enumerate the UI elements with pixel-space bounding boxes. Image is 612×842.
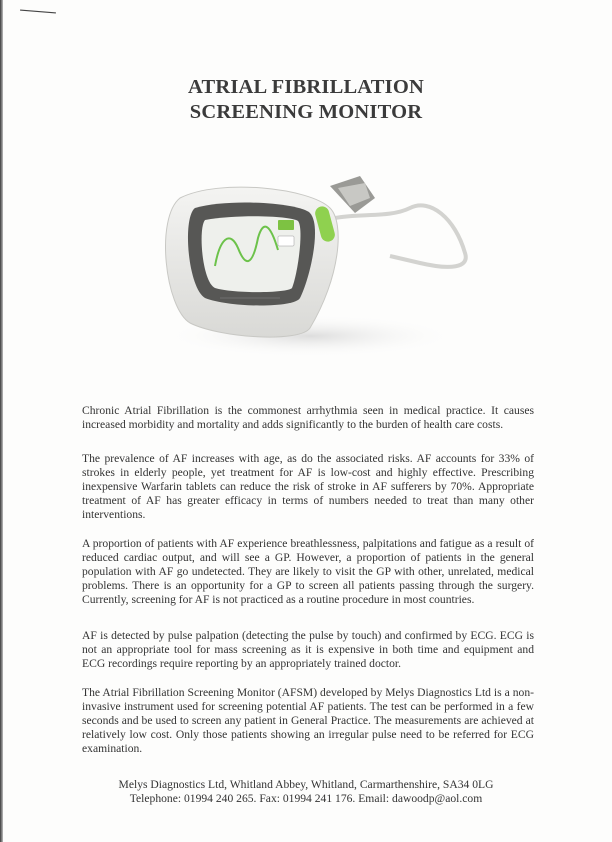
paragraph-afsm: The Atrial Fibrillation Screening Monitor (AFSM) developed by Melys Diagnostics Ltd is a non-invasive instrument used for screening potential AF patients. The test can be performed in a few seconds and be used to screen any patient in General Practice. The measurements are achieved at relatively low cost. Only those patients showing an irregular pulse need to be referred for ECG examination. xyxy=(82,686,534,755)
paragraph-symptoms: A proportion of patients with AF experience breathlessness, palpitations and fatigue as a result of reduced cardiac output, and will see a GP. However, a proportion of patients in the general population with AF go undetected. They are likely to visit the GP with other, unrelated, medical problems. There is an opportunity for a GP to screen all patients passing through the surgery. Currently, screening for AF is not practiced as a routine procedure in most countries. xyxy=(82,537,534,606)
footer xyxy=(0,778,612,806)
readout-green-box xyxy=(278,220,294,230)
sensor-cable xyxy=(335,205,466,266)
device-photo xyxy=(160,158,480,358)
readout-box xyxy=(278,236,294,246)
paragraph-prevalence: The prevalence of AF increases with age, as do the associated risks. AF accounts for 33% of strokes in elderly people, yet treatment for AF is low-cost and highly effective. Prescribing inexpensive Warfarin tablets can reduce the risk of stroke in AF sufferers by 70%. Appropriate treatment of AF has greater efficacy in terms of numbers needed to treat than many other interventions. xyxy=(82,452,534,521)
footer-address: Melys Diagnostics Ltd, Whitland Abbey, Whitland, Carmarthenshire, SA34 0LG xyxy=(118,778,494,791)
title-line-2: SCREENING MONITOR xyxy=(189,101,423,123)
paragraph-detection: AF is detected by pulse palpation (detecting the pulse by touch) and confirmed by ECG. ECG is not an appropriate tool for mass screening as it is expensive in both time and equipment and ECG recordings require reporting by an appropriately trained doctor. xyxy=(82,629,534,670)
finger-clip-sensor xyxy=(330,176,375,213)
title-line-1: ATRIAL FIBRILLATION xyxy=(188,76,424,98)
pen-mark xyxy=(20,9,56,14)
document-title xyxy=(0,75,612,125)
footer-contact: Telephone: 01994 240 265. Fax: 01994 241 176. Email: dawoodp@aol.com xyxy=(129,792,483,805)
paragraph-intro: Chronic Atrial Fibrillation is the commonest arrhythmia seen in medical practice. It causes increased morbidity and mortality and adds significantly to the burden of health care costs. xyxy=(82,404,534,431)
scan-edge xyxy=(0,0,3,842)
